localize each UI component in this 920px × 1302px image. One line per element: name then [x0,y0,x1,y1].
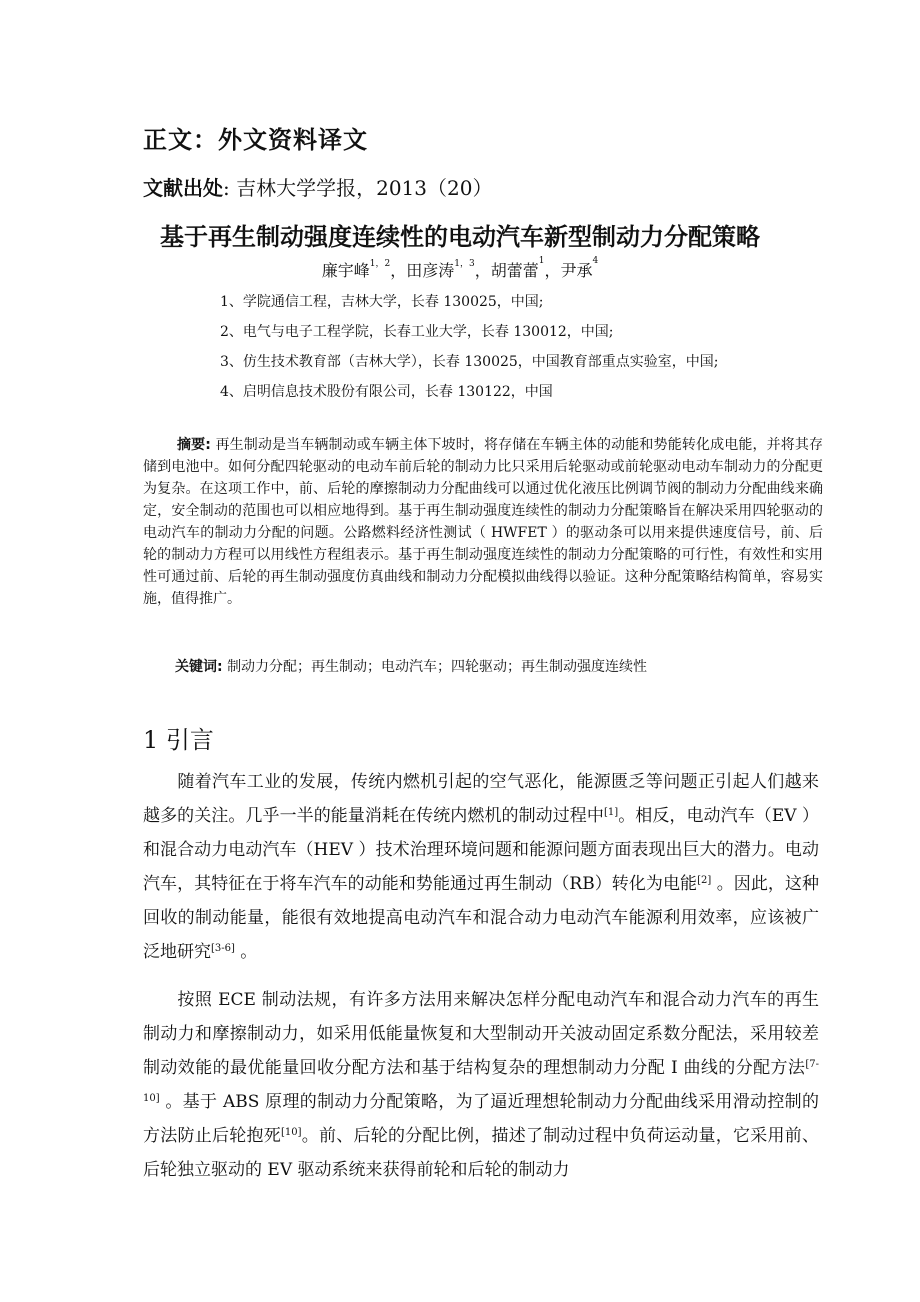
paragraph-text: 随着汽车工业的发展，传统内燃机引起的空气恶化，能源匮乏等问题正引起人们越来越多的关注。几乎一半的能量消耗在传统内燃机的制动过程中 [143,772,819,826]
paragraph-text: 。前、后轮的分配比例，描述了制动过程中负荷运动量，它采用前、后轮独立驱动的 EV 驱动系统来获得前轮和后轮的制动力 [143,1126,820,1180]
paragraph-text: 。基于 ABS 原理的制动力分配策略，为了逼近理想轮制动力分配曲线采用滑动控制的方法防止后轮抱死 [143,1092,819,1146]
author-name: 胡蕾蕾 [490,261,539,280]
author-separator: ， [474,261,491,280]
author-name: 廉宇峰 [321,261,370,280]
author-separator: ， [544,261,561,280]
main-heading: 正文：外文资料译文 [143,125,368,154]
citation: [7-10] [143,1059,819,1104]
keywords [175,656,647,676]
source-separator: : [223,176,230,200]
author-name: 尹承 [560,261,593,280]
keywords-label: 关键词: [175,659,223,675]
affiliation: 1、学院通信工程，吉林大学，长春 130025，中国; [220,294,544,310]
body-paragraph [143,983,819,1187]
affiliation: 4、启明信息技术股份有限公司，长春 130122，中国 [220,384,553,400]
author-affiliation-sup: 4 [592,256,599,266]
citation: [10] [281,1127,302,1138]
author-list [0,258,920,281]
paper-title: 基于再生制动强度连续性的电动汽车新型制动力分配策略 [160,223,760,251]
author-affiliation-sup: 1 [538,256,545,266]
paragraph-text: 。 [234,942,258,962]
author-name: 田彦涛 [406,261,455,280]
abstract [143,434,823,610]
paragraph-text: 。因此，这种回收的制动能量，能很有效地提高电动汽车和混合动力电动汽车能源利用效率，应该被广泛地研究 [143,874,820,962]
source-value: 吉林大学学报，2013（20） [236,176,493,200]
paragraph-text: 。相反，电动汽车（EV ）和混合动力电动汽车（HEV ）技术治理环境问题和能源问题方面表现出巨大的潜力。电动汽车，其特征在于将车汽车的动能和势能通过再生制动（RB）转化为电能 [143,806,820,894]
author-affiliation-sup: 1，2 [369,259,391,269]
affiliation: 3、仿生技术教育部（吉林大学），长春 130025，中国教育部重点实验室，中国; [220,354,719,370]
abstract-label: 摘要: [177,437,211,453]
author-separator: ， [390,261,407,280]
citation: [1] [603,807,619,818]
citation: [3-6] [211,943,235,954]
source-label: 文献出处 [143,176,223,200]
keywords-text: 制动力分配；再生制动；电动汽车；四轮驱动；再生制动强度连续性 [227,659,648,675]
source-line [143,172,492,201]
paragraph-text: 按照 ECE 制动法规，有许多方法用来解决怎样分配电动汽车和混合动力汽车的再生制动力和摩擦制动力，如采用低能量恢复和大型制动开关波动固定系数分配法，采用较差制动效能的最优能量回收分配方法和基于结构复杂的理想制动力分配 I 曲线的分配方法 [143,990,819,1078]
body-paragraph [143,765,819,969]
abstract-text: 再生制动是当车辆制动或车辆主体下坡时，将存储在车辆主体的动能和势能转化成电能，并将其存储到电池中。如何分配四轮驱动的电动车前后轮的制动力比只采用后轮驱动或前轮驱动电动车制动力的分配更为复杂。在这项工作中，前、后轮的摩擦制动力分配曲线可以通过优化液压比例调节阀的制动力分配曲线来确定，安全制动的范围也可以相应地得到。基于再生制动强度连续性的制动力分配策略旨在解决采用四轮驱动的电动汽车的制动力分配的问题。公路燃料经济性测试（ HWFET ）的驱动条可以用来提供速度信号，前、后轮的制动力方程可以用线性方程组表示。基于再生制动强度连续性的制动力分配策略的可行性，有效性和实用性可通过前、后轮的再生制动强度仿真曲线和制动力分配模拟曲线得以验证。这种分配策略结构简单，容易实施，值得推广。 [143,437,824,607]
affiliation: 2、电气与电子工程学院，长春工业大学，长春 130012，中国; [220,324,614,340]
author-affiliation-sup: 1，3 [454,259,475,269]
section-heading: 1 引言 [143,726,214,754]
citation: [2] [697,875,712,886]
